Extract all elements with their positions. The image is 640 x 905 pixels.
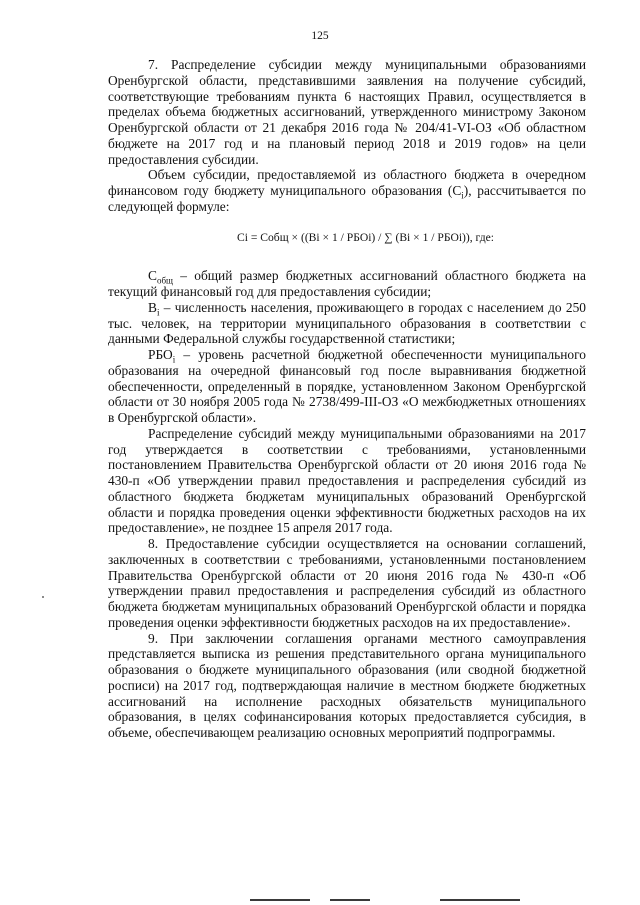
definition-b-text: – численность населения, проживающего в городах с населением до 250 тыс. человек, на территории муниципального образования в соответствии с данными Федеральной службы государственной статистики; (108, 299, 586, 347)
definition-c-text: – общий размер бюджетных ассигнований областного бюджета на текущий финансовый год для предоставления субсидии; (108, 268, 586, 299)
definition-c-total (108, 268, 586, 300)
definition-b-term: В (148, 299, 157, 315)
paragraph-8: 8. Предоставление субсидии осуществляется на основании соглашений, заключенных в соответствии с требованиями, установленными постановлением Правительства Оренбургской области от 20 июня 2016 года № 430-п «Об утверждении правил предоставления и распределения субсидий из областного бюджета бюджетам муниципальных образований Оренбургской области и порядка проведения оценки эффективности бюджетных расходов на их предоставление». (108, 536, 586, 630)
subsidy-volume-tail: ), рассчитывается по следующей формуле: (108, 183, 586, 214)
document-body (108, 57, 586, 741)
scan-edge-mark (250, 899, 310, 901)
definition-c-term: С (148, 268, 157, 284)
paragraph-7: 7. Распределение субсидии между муниципальными образованиями Оренбургской области, представившими заявления на получение субсидий, соответствующие требованиям пункта 6 настоящих Правил, осуществляется в пределах объема бюджетных ассигнований, утвержденного министрому Законом Оренбургской области от 21 декабря 2016 года № 204/41-VI-ОЗ «Об областном бюджете на 2017 год и на плановый период 2018 и 2019 годов» на цели предоставления субсидии. (108, 57, 586, 167)
definition-b-population (108, 300, 586, 347)
scan-speck (42, 596, 44, 598)
definition-b-subscript: i (156, 307, 160, 318)
subsidy-formula: Ci = Cобщ × ((Bi × 1 / РБОi) / ∑ (Bi × 1 / РБОi)), где: (236, 230, 494, 244)
definition-rbo (108, 347, 586, 426)
page-number: 125 (311, 30, 329, 42)
subsidy-volume-subscript: i (461, 190, 464, 201)
subsidy-volume-text: Объем субсидии, предоставляемой из областного бюджета в очередном финансовом году бюджету муниципального образования (С (108, 167, 586, 198)
scan-edge-mark (330, 899, 370, 901)
definition-rbo-term: РБО (148, 347, 173, 362)
paragraph-distribution: Распределение субсидий между муниципальными образованиями на 2017 год утверждается в соответствии с требованиями, установленными постановлением Правительства Оренбургской области от 20 июня 2016 года № 430-п «Об утверждении правил предоставления и распределения субсидий из областного бюджета бюджетам муниципальных образований Оренбургской области и порядка проведения оценки эффективности бюджетных расходов на их предоставление», не позднее 15 апреля 2017 года. (108, 425, 586, 536)
paragraph-9: 9. При заключении соглашения органами местного самоуправления представляется выписка из решения представительного органа муниципального образования о бюджете муниципального образования (или сводной бюджетной росписи) на 2017 год, подтверждающая наличие в местном бюджете бюджетных ассигнований на исполнение расходных обязательств муниципального образования, в целях софинансирования которых предоставляется субсидия, в объеме, обеспечивающем реализацию основных мероприятий подпрограммы. (108, 630, 586, 740)
definition-rbo-text: – уровень расчетной бюджетной обеспеченности муниципального образования на очередной финансовый год после выравнивания бюджетной обеспеченности, определенный в порядке, установленном Законом Оренбургской области от 30 ноября 2005 года № 2738/499-III-ОЗ «О межбюджетных отношениях в Оренбургской области». (108, 347, 586, 425)
scan-edge-mark (440, 899, 520, 901)
scan-bottom-edge (0, 893, 640, 905)
paragraph-subsidy-volume (108, 167, 586, 214)
definition-rbo-subscript: i (172, 354, 176, 365)
definition-c-subscript: общ (156, 275, 173, 286)
